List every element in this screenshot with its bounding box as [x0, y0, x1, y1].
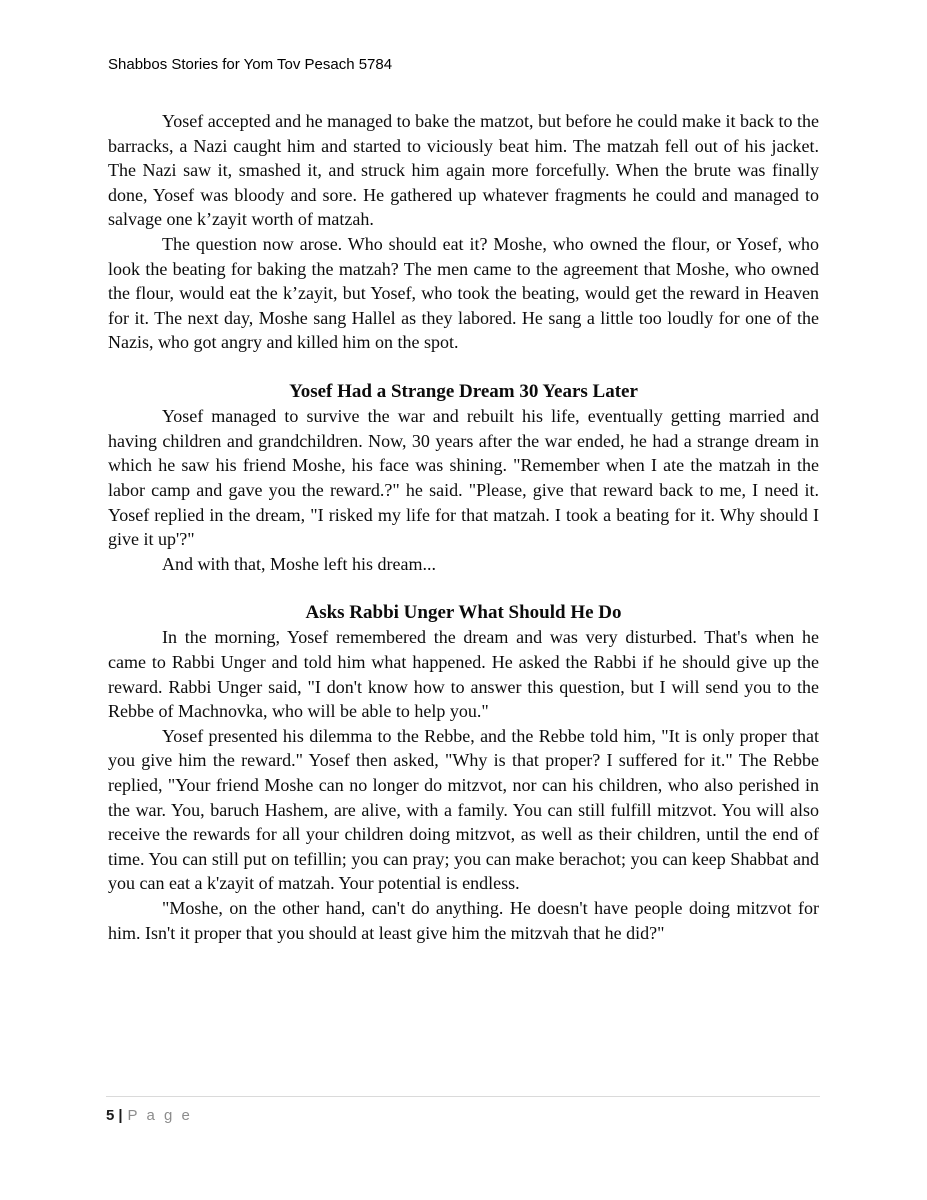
story-paragraph: Yosef managed to survive the war and rebuilt his life, eventually getting married and having children and grandchildren. Now, 30 years after the war ended, he had a strange dream in which he saw his friend Moshe, his face was shining. "Remember when I ate the matzah in the labor camp and gave you the reward.?" he said. "Please, give that reward back to me, I need it. Yosef replied in the dream, "I risked my life for that matzah. I took a beating for it. Why should I give it up'?"	[108, 406, 819, 550]
story-paragraph: The question now arose. Who should eat it? Moshe, who owned the flour, or Yosef, who look the beating for baking the matzah? The men came to the agreement that Moshe, who owned the flour, would eat the k’zayit, but Yosef, who took the beating, would get the reward in Heaven for it. The next day, Moshe sang Hallel as they labored. He sang a little too loudly for one of the Nazis, who got angry and killed him on the spot.	[108, 233, 819, 353]
section-heading: Yosef Had a Strange Dream 30 Years Later	[289, 380, 638, 402]
footer-separator: |	[118, 1107, 123, 1124]
story-paragraph: And with that, Moshe left his dream...	[162, 553, 436, 574]
section-heading: Asks Rabbi Unger What Should He Do	[305, 601, 622, 623]
document-footer	[106, 1096, 820, 1125]
story-paragraph: "Moshe, on the other hand, can't do anything. He doesn't have people doing mitzvot for him. Isn't it proper that you should at least give him the mitzvah that he did?"	[108, 898, 819, 943]
story-paragraph: Yosef accepted and he managed to bake the matzot, but before he could make it back to the barracks, a Nazi caught him and started to viciously beat him. The matzah fell out of his jacket. The Nazi saw it, smashed it, and struck him again more forcefully. When the brute was finally done, Yosef was bloody and sore. He gathered up whatever fragments he could and managed to salvage one k’zayit worth of matzah.	[108, 111, 819, 230]
document-body	[108, 109, 819, 945]
footer-page-label: P a g e	[127, 1107, 193, 1124]
page-number: 5	[106, 1107, 115, 1124]
story-paragraph: Yosef presented his dilemma to the Rebbe, and the Rebbe told him, "It is only proper that you give him the reward." Yosef then asked, "Why is that proper? I suffered for it." The Rebbe replied, "Your friend Moshe can no longer do mitzvot, nor can his children, who also perished in the war. You, baruch Hashem, are alive, with a family. You can still fulfill mitzvot. You will also receive the rewards for all your children doing mitzvot, as well as their children, until the end of time. You can still put on tefillin; you can pray; you can make berachot; you can keep Shabbat and you can eat a k'zayit of matzah. Your potential is endless.	[108, 725, 819, 894]
document-header-title: Shabbos Stories for Yom Tov Pesach 5784	[108, 56, 393, 73]
story-paragraph: In the morning, Yosef remembered the dream and was very disturbed. That's when he came to Rabbi Unger and told him what happened. He asked the Rabbi if he should give up the reward. Rabbi Unger said, "I don't know how to answer this question, but I will send you to the Rebbe of Machnovka, who will be able to help you."	[108, 627, 819, 722]
